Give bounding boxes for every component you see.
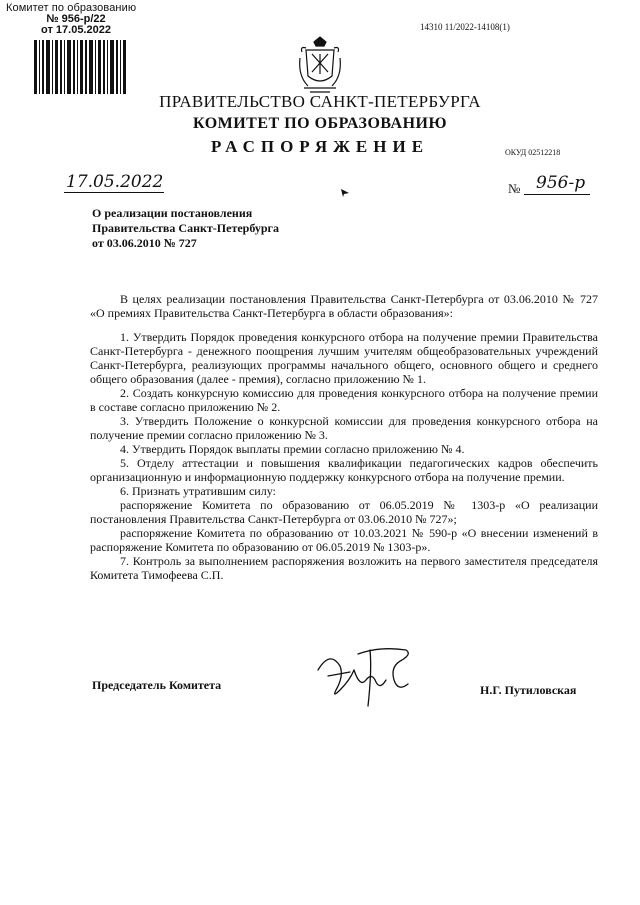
- clause: распоряжение Комитета по образованию от 06.05.2019 № 1303-р «О реализации постановления Правительства Санкт-Петербурга от 03.06.2010 № 727»;: [90, 498, 598, 526]
- signature-icon: [310, 640, 414, 708]
- stamp-org: Комитет по образованию: [6, 2, 137, 14]
- clause: 7. Контроль за выполнением распоряжения возложить на первого заместителя председателя Комитета Тимофеева С.П.: [90, 554, 598, 582]
- number-underline: [524, 194, 590, 195]
- stamp-date: от 17.05.2022: [41, 24, 111, 36]
- clause: 4. Утвердить Порядок выплаты премии согласно приложению № 4.: [120, 442, 465, 456]
- preamble: В целях реализации постановления Правительства Санкт-Петербурга от 03.06.2010 № 727 «О премиях Правительства Санкт-Петербурга в области образования»:: [90, 292, 598, 320]
- order-body: [90, 292, 598, 582]
- clause: 2. Создать конкурсную комиссию для проведения конкурсного отбора на получение премии в составе согласно приложению № 2.: [90, 386, 598, 414]
- government-title: ПРАВИТЕЛЬСТВО САНКТ-ПЕТЕРБУРГА: [159, 92, 481, 111]
- committee-title: КОМИТЕТ ПО ОБРАЗОВАНИЮ: [192, 115, 448, 132]
- clause: распоряжение Комитета по образованию от 10.03.2021 № 590-р «О внесении изменений в распоряжение Комитета по образованию от 06.05.2019 № 1303-р».: [90, 526, 598, 554]
- signer-position: Председатель Комитета: [92, 678, 222, 692]
- mark-icon: [340, 188, 350, 198]
- barcode-icon: [34, 40, 126, 94]
- date-underline: [64, 192, 164, 193]
- clause: 1. Утвердить Порядок проведения конкурсного отбора на получение премии Правительства Санкт-Петербурга - денежного поощрения лучшим учителям общеобразовательных учреждений Санкт-Петербурга, реализующих программы начального общего, основного общего и среднего общего образования (далее - премия), согласно приложению № 1.: [90, 330, 598, 386]
- signer-name: Н.Г. Путиловская: [480, 683, 577, 697]
- order-number: 956-р: [536, 173, 586, 193]
- number-label: №: [508, 181, 521, 196]
- document-type: РАСПОРЯЖЕНИЕ: [210, 137, 430, 156]
- registration-number: 14310 11/2022-14108(1): [420, 22, 510, 32]
- order-date: 17.05.2022: [66, 172, 164, 192]
- order-subject: [92, 206, 332, 251]
- registration-stamp: [6, 2, 146, 36]
- subject-line: от 03.06.2010 № 727: [92, 236, 197, 250]
- clause: 3. Утвердить Положение о конкурсной комиссии для проведения конкурсного отбора на получение премии согласно приложению № 3.: [90, 414, 598, 442]
- subject-line: О реализации постановления: [92, 206, 253, 220]
- stamp-number: № 956-р/22: [46, 13, 106, 25]
- okud-code: ОКУД 02512218: [505, 148, 561, 157]
- subject-line: Правительства Санкт-Петербурга: [92, 221, 280, 235]
- clause: 5. Отделу аттестации и повышения квалификации педагогических кадров обеспечить организационную и информационную поддержку конкурсного отбора на получение премии.: [90, 456, 598, 484]
- clause: 6. Признать утратившим силу:: [120, 484, 276, 498]
- coat-of-arms-icon: [296, 36, 344, 96]
